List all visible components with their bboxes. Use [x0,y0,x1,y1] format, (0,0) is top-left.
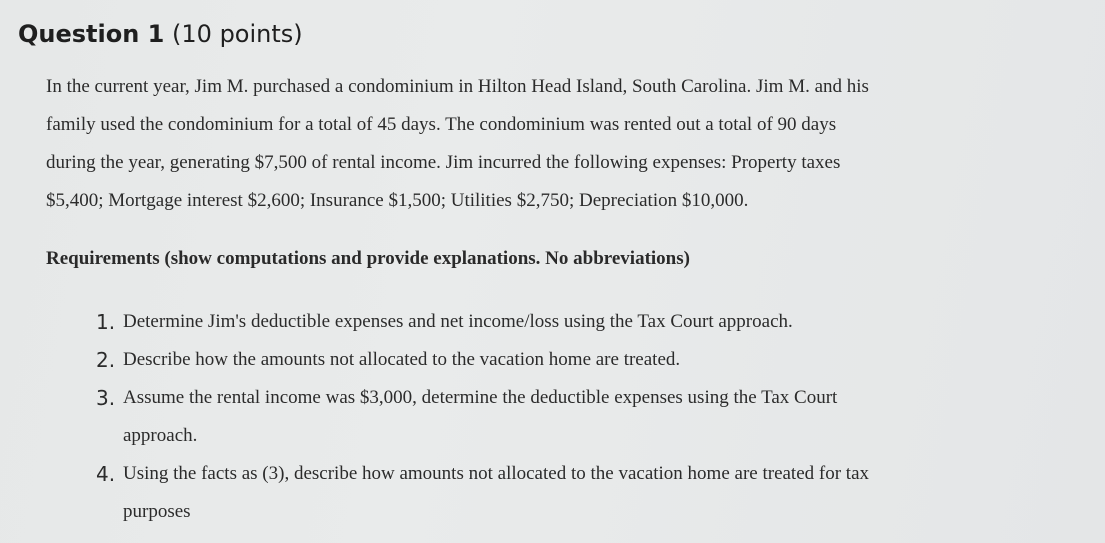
item-text-continuation: purposes [123,501,191,522]
item-text: Assume the rental income was $3,000, determine the deductible expenses using the Tax Court [123,387,838,408]
list-item [96,346,1056,374]
list-item [96,460,1056,526]
question-paragraph [46,68,1056,220]
item-number: 4. [96,462,116,486]
item-text-continuation: approach. [123,425,198,446]
question-points: (10 points) [172,20,303,48]
question-title: Question 1 [18,20,165,48]
paragraph-line: In the current year, Jim M. purchased a condominium in Hilton Head Island, South Carolina. Jim M. and his [46,76,869,97]
list-item [96,308,1056,336]
item-number: 2. [96,348,116,372]
paragraph-line: $5,400; Mortgage interest $2,600; Insurance $1,500; Utilities $2,750; Depreciation $10,000. [46,190,749,211]
paragraph-line: family used the condominium for a total of 45 days. The condominium was rented out a total of 90 days [46,114,837,135]
requirements-heading: Requirements (show computations and provide explanations. No abbreviations) [46,248,690,269]
paragraph-line: during the year, generating $7,500 of rental income. Jim incurred the following expenses: Property taxes [46,152,841,173]
item-text: Using the facts as (3), describe how amounts not allocated to the vacation home are treated for tax [123,463,870,484]
item-number: 3. [96,386,116,410]
requirements-list [96,308,1056,536]
item-number: 1. [96,310,116,334]
item-text: Determine Jim's deductible expenses and net income/loss using the Tax Court approach. [123,311,793,332]
item-text: Describe how the amounts not allocated to the vacation home are treated. [123,349,681,370]
list-item [96,384,1056,450]
question-header [18,20,303,48]
